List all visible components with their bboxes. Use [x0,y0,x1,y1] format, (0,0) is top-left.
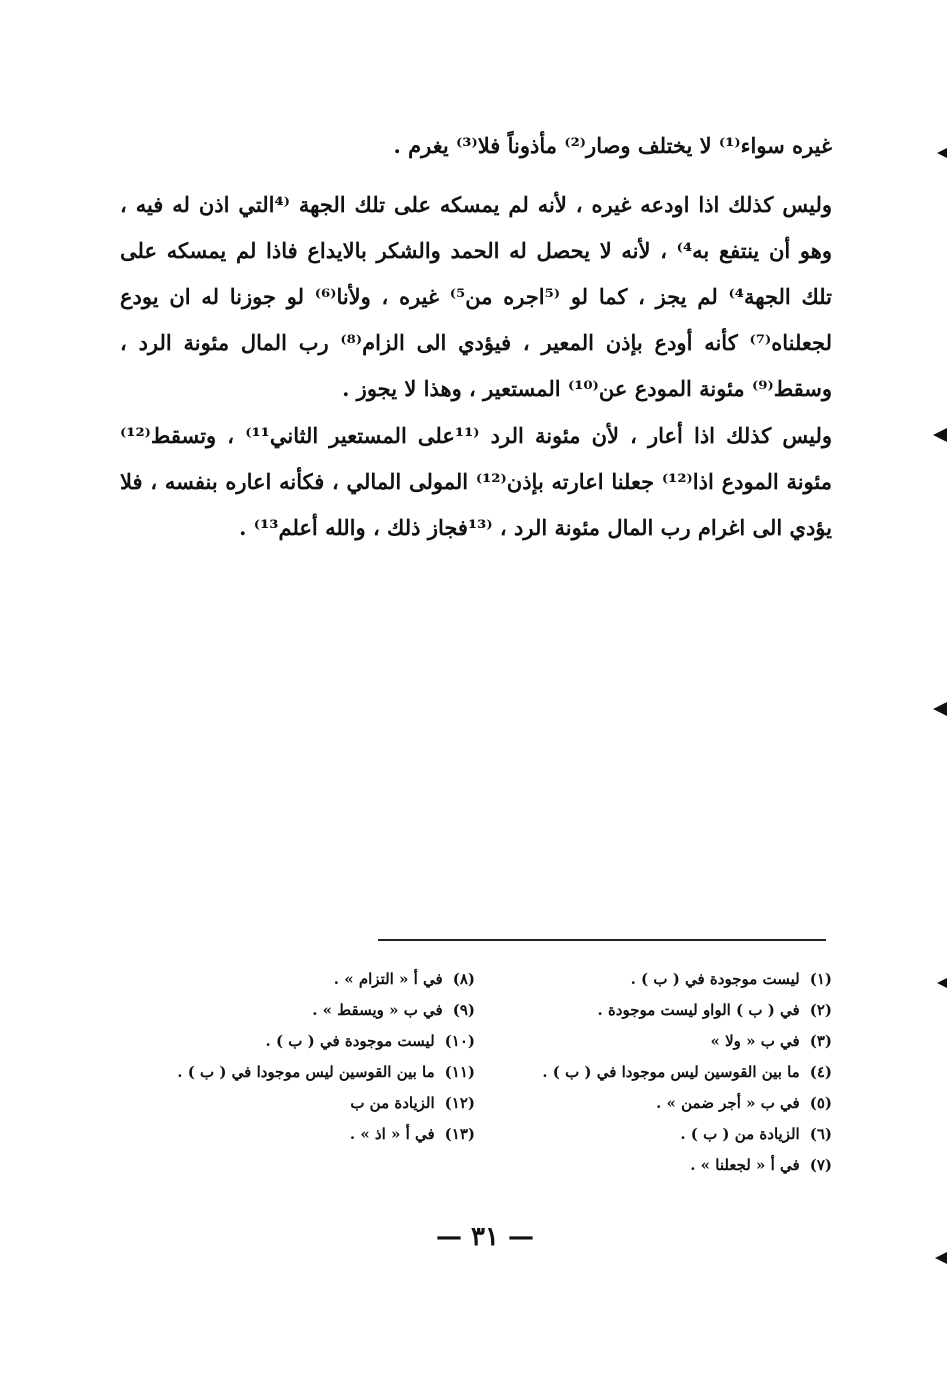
footnote-7 [520,1150,832,1181]
scan-edge-mark [937,148,947,158]
footnote-number: (٧) [809,1156,832,1174]
footnote-5 [520,1088,832,1119]
footnote-number: (١١) [444,1063,475,1081]
footnote-number: (٥) [809,1094,832,1112]
paragraph-text: غيره سواء⁽¹⁾ لا يختلف وصار⁽²⁾ مأذوناً فلا⁽³⁾ يغرم . [393,133,832,158]
footnote-text: ليست موجودة في ( ب ) . [265,1032,435,1050]
footnote-number: (٨) [452,970,475,988]
scan-edge-mark [935,1252,947,1264]
footnote-2 [520,995,832,1026]
footnote-10 [150,1026,475,1057]
scan-edge-mark [933,702,947,716]
footnote-number: (٩) [452,1001,475,1019]
footnote-text: ما بين القوسين ليس موجودا في ( ب ) . [177,1063,435,1081]
paragraph-1 [120,123,832,169]
footnote-number: (٤) [809,1063,832,1081]
footnote-number: (١٠) [444,1032,475,1050]
scan-edge-mark [937,978,947,988]
footnote-13 [150,1119,475,1150]
footnote-number: (١٢) [444,1094,475,1112]
footnote-number: (٦) [809,1125,832,1143]
footnote-9 [150,995,475,1026]
paragraph-text: وليس كذلك اذا أعار ، لأن مئونة الرد ⁽¹¹على المستعير الثاني¹¹⁾ ، وتسقط⁽¹²⁾ مئونة المودع اذا⁽¹²⁾ جعلنا اعارته بإذن⁽¹²⁾ المولى المالي ، فكأنه اعاره بنفسه ، فلا يؤدي الى اغرام رب المال مئونة الرد ، ⁽¹³فجاز ذلك ، والله أعلم¹³⁾ . [120,423,832,540]
footnote-text: الزيادة من ( ب ) . [680,1125,800,1143]
footnote-text: في ( ب ) الواو ليست موجودة . [597,1001,800,1019]
footnote-6 [520,1119,832,1150]
footnote-text: في ب « ويسقط » . [312,1001,443,1019]
paragraph-3 [120,413,832,551]
footnote-text: في أ « اذ » . [349,1125,435,1143]
footnote-1 [520,964,832,995]
paragraph-text: وليس كذلك اذا اودعه غيره ، لأنه لم يمسكه على تلك الجهة ⁽⁴التي اذن له فيه ، وهو أن ينتفع به⁴⁾ ، لأنه لا يحصل له الحمد والشكر بالايداع فاذا لم يمسكه على تلك الجهة⁴⁾ لم يجز ، كما لو ⁽⁵اجره من⁵⁾ غيره ، ولأنا⁽⁶⁾ لو جوزنا له ان يودع لجعلناه⁽⁷⁾ كأنه أودع بإذن المعير ، فيؤدي الى الزام⁽⁸⁾ رب المال مئونة الرد ، وسقط⁽⁹⁾ مئونة المودع عن⁽¹⁰⁾ المستعير ، وهذا لا يجوز . [120,192,832,401]
footnote-text: في ب « ولا » [710,1032,800,1050]
footnote-divider [378,939,826,941]
footnote-number: (٢) [809,1001,832,1019]
page-number: — ٣١ — [435,1222,535,1252]
footnote-11 [150,1057,475,1088]
footnote-number: (٣) [809,1032,832,1050]
footnotes-right-column [520,964,832,1181]
footnote-number: (١٣) [444,1125,475,1143]
footnote-text: في أ « التزام » . [333,970,443,988]
footnote-text: في ب « أجر ضمن » . [656,1094,800,1112]
footnotes-left-column [150,964,475,1150]
footnote-3 [520,1026,832,1057]
footnote-8 [150,964,475,995]
footnote-text: ما بين القوسين ليس موجودا في ( ب ) . [542,1063,800,1081]
footnote-12 [150,1088,475,1119]
footnote-number: (١) [809,970,832,988]
footnote-text: الزيادة من ب [350,1094,435,1112]
footnote-text: ليست موجودة في ( ب ) . [630,970,800,988]
scan-edge-mark [933,428,947,442]
paragraph-2 [120,182,832,412]
footnote-4 [520,1057,832,1088]
footnote-text: في أ « لجعلنا » . [690,1156,800,1174]
